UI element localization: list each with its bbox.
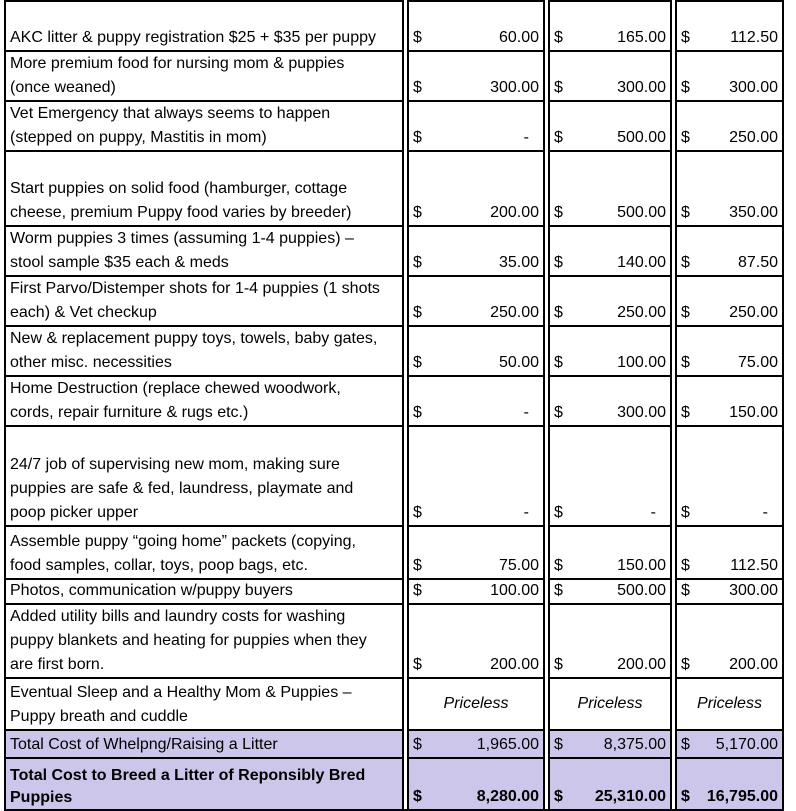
currency-symbol: $	[413, 304, 422, 321]
cost-table	[4, 0, 784, 811]
row-description	[4, 225, 404, 275]
description-line: (stepped on puppy, Mastitis in mom)	[10, 129, 267, 146]
amount-cell	[407, 425, 545, 525]
currency-symbol: $	[554, 504, 563, 521]
amount-cell	[548, 603, 672, 677]
table-row	[4, 325, 784, 375]
amount-value: 250.00	[729, 129, 778, 146]
amount-value: -	[762, 504, 768, 521]
amount-cell	[675, 603, 784, 677]
amount-value: 200.00	[490, 656, 539, 673]
amount-value: 5,170.00	[715, 736, 778, 753]
currency-symbol: $	[681, 254, 690, 271]
amount-value: 250.00	[729, 304, 778, 321]
currency-symbol: $	[554, 304, 563, 321]
row-description	[4, 325, 404, 375]
description-line: poop picker upper	[10, 504, 139, 521]
row-description	[4, 525, 404, 578]
amount-value: -	[650, 504, 656, 521]
priceless-label: Priceless	[577, 695, 643, 712]
amount-value: 200.00	[617, 656, 666, 673]
amount-value: 150.00	[617, 557, 666, 574]
amount-cell	[407, 603, 545, 677]
table-row	[4, 425, 784, 525]
amount-cell	[675, 525, 784, 578]
description-line: puppy blankets and heating for puppies when they	[10, 632, 367, 649]
amount-value: 50.00	[498, 354, 539, 371]
amount-value: 100.00	[490, 582, 539, 599]
description-line: Home Destruction (replace chewed woodwork,	[10, 380, 341, 397]
amount-value: 500.00	[617, 582, 666, 599]
currency-symbol: $	[554, 254, 563, 271]
amount-cell	[407, 729, 545, 757]
currency-symbol: $	[554, 788, 563, 805]
row-description	[4, 757, 404, 809]
description-line: Start puppies on solid food (hamburger, cottage	[10, 180, 348, 197]
amount-value: 112.50	[730, 557, 778, 574]
amount-cell	[548, 275, 672, 325]
amount-value: 100.00	[617, 354, 666, 371]
currency-symbol: $	[554, 582, 563, 599]
currency-symbol: $	[413, 736, 422, 753]
currency-symbol: $	[413, 656, 422, 673]
amount-cell	[548, 425, 672, 525]
description-line: food samples, collar, toys, poop bags, etc.	[10, 557, 308, 574]
currency-symbol: $	[681, 129, 690, 146]
currency-symbol: $	[681, 79, 690, 96]
amount-value: 200.00	[729, 656, 778, 673]
currency-symbol: $	[681, 354, 690, 371]
currency-symbol: $	[554, 557, 563, 574]
description-line: Photos, communication w/puppy buyers	[10, 582, 293, 599]
amount-cell	[675, 50, 784, 100]
amount-cell	[407, 525, 545, 578]
currency-symbol: $	[554, 656, 563, 673]
amount-value: -	[523, 129, 529, 146]
currency-symbol: $	[413, 204, 422, 221]
currency-symbol: $	[681, 656, 690, 673]
amount-value: 300.00	[617, 404, 666, 421]
description-line: New & replacement puppy toys, towels, baby gates,	[10, 330, 378, 347]
table-row	[4, 225, 784, 275]
currency-symbol: $	[681, 504, 690, 521]
amount-cell	[407, 50, 545, 100]
amount-value: 16,795.00	[706, 788, 778, 805]
description-line: Total Cost of Whelpng/Raising a Litter	[10, 736, 278, 753]
row-description	[4, 50, 404, 100]
amount-cell	[675, 375, 784, 425]
amount-cell	[407, 578, 545, 603]
table-row	[4, 150, 784, 225]
amount-cell	[675, 225, 784, 275]
currency-symbol: $	[413, 788, 422, 805]
amount-value: -	[523, 504, 529, 521]
amount-cell	[675, 757, 784, 809]
description-line: are first born.	[10, 656, 105, 673]
table-row	[4, 375, 784, 425]
amount-cell	[548, 757, 672, 809]
description-line: each) & Vet checkup	[10, 304, 157, 321]
amount-cell	[407, 677, 545, 729]
currency-symbol: $	[554, 404, 563, 421]
currency-symbol: $	[554, 354, 563, 371]
currency-symbol: $	[681, 557, 690, 574]
description-line: (once weaned)	[10, 79, 116, 96]
amount-value: 25,310.00	[594, 788, 666, 805]
amount-cell	[675, 425, 784, 525]
currency-symbol: $	[681, 29, 690, 46]
amount-value: 75.00	[737, 354, 778, 371]
amount-cell	[548, 677, 672, 729]
amount-value: 500.00	[617, 129, 666, 146]
amount-value: 140.00	[617, 254, 666, 271]
table-row	[4, 50, 784, 100]
currency-symbol: $	[413, 354, 422, 371]
description-line: Eventual Sleep and a Healthy Mom & Puppies –	[10, 684, 352, 701]
amount-value: 8,280.00	[476, 788, 539, 805]
description-line: 24/7 job of supervising new mom, making sure	[10, 456, 340, 473]
amount-value: -	[523, 404, 529, 421]
currency-symbol: $	[554, 79, 563, 96]
description-line: Puppies	[10, 789, 73, 806]
amount-value: 350.00	[729, 204, 778, 221]
table-row	[4, 0, 784, 50]
amount-cell	[407, 757, 545, 809]
currency-symbol: $	[681, 788, 690, 805]
amount-value: 8,375.00	[603, 736, 666, 753]
amount-value: 165.00	[617, 29, 666, 46]
row-description	[4, 729, 404, 757]
currency-symbol: $	[554, 29, 563, 46]
table-row	[4, 578, 784, 603]
amount-cell	[675, 729, 784, 757]
table-row	[4, 100, 784, 150]
amount-value: 35.00	[498, 254, 539, 271]
table-row	[4, 677, 784, 729]
amount-cell	[407, 225, 545, 275]
amount-cell	[675, 578, 784, 603]
currency-symbol: $	[681, 582, 690, 599]
amount-value: 60.00	[498, 29, 539, 46]
description-line: stool sample $35 each & meds	[10, 254, 229, 271]
amount-value: 300.00	[617, 79, 666, 96]
amount-value: 200.00	[490, 204, 539, 221]
amount-cell	[548, 150, 672, 225]
amount-cell	[675, 275, 784, 325]
currency-symbol: $	[413, 582, 422, 599]
currency-symbol: $	[413, 29, 422, 46]
amount-cell	[548, 325, 672, 375]
amount-value: 1,965.00	[476, 736, 539, 753]
row-description	[4, 677, 404, 729]
row-description	[4, 100, 404, 150]
description-line: Total Cost to Breed a Litter of Reponsibly Bred	[10, 767, 366, 784]
priceless-label: Priceless	[697, 695, 762, 712]
amount-value: 300.00	[729, 582, 778, 599]
currency-symbol: $	[413, 129, 422, 146]
amount-cell	[407, 375, 545, 425]
table-row	[4, 525, 784, 578]
description-line: other misc. necessities	[10, 354, 172, 371]
currency-symbol: $	[413, 504, 422, 521]
description-line: Vet Emergency that always seems to happen	[10, 105, 331, 122]
amount-cell	[407, 275, 545, 325]
amount-cell	[675, 150, 784, 225]
row-description	[4, 275, 404, 325]
description-line: Puppy breath and cuddle	[10, 708, 188, 725]
amount-value: 112.50	[730, 29, 778, 46]
description-line: First Parvo/Distemper shots for 1-4 puppies (1 shots	[10, 280, 380, 297]
row-description	[4, 0, 404, 50]
currency-symbol: $	[554, 204, 563, 221]
currency-symbol: $	[413, 79, 422, 96]
amount-value: 300.00	[729, 79, 778, 96]
row-description	[4, 603, 404, 677]
currency-symbol: $	[413, 557, 422, 574]
amount-cell	[548, 578, 672, 603]
amount-cell	[548, 729, 672, 757]
description-line: AKC litter & puppy registration $25 + $35 per puppy	[10, 29, 376, 46]
amount-value: 250.00	[617, 304, 666, 321]
amount-cell	[675, 0, 784, 50]
amount-cell	[675, 100, 784, 150]
currency-symbol: $	[681, 736, 690, 753]
amount-cell	[407, 325, 545, 375]
description-line: puppies are safe & fed, laundress, playmate and	[10, 480, 354, 497]
row-description	[4, 425, 404, 525]
table-row	[4, 275, 784, 325]
currency-symbol: $	[681, 204, 690, 221]
amount-cell	[407, 100, 545, 150]
amount-value: 75.00	[498, 557, 539, 574]
description-line: cheese, premium Puppy food varies by breeder)	[10, 204, 352, 221]
amount-cell	[548, 225, 672, 275]
currency-symbol: $	[413, 404, 422, 421]
amount-cell	[407, 150, 545, 225]
currency-symbol: $	[554, 129, 563, 146]
amount-cell	[548, 50, 672, 100]
row-description	[4, 375, 404, 425]
description-line: Assemble puppy “going home” packets (copying,	[10, 533, 356, 550]
amount-cell	[548, 525, 672, 578]
amount-value: 250.00	[490, 304, 539, 321]
description-line: Added utility bills and laundry costs for washing	[10, 608, 346, 625]
amount-value: 87.50	[737, 254, 778, 271]
amount-value: 300.00	[490, 79, 539, 96]
grand-total-row	[4, 757, 784, 809]
subtotal-row	[4, 729, 784, 757]
currency-symbol: $	[413, 254, 422, 271]
amount-value: 150.00	[729, 404, 778, 421]
table-row	[4, 603, 784, 677]
amount-cell	[548, 375, 672, 425]
amount-value: 500.00	[617, 204, 666, 221]
currency-symbol: $	[681, 304, 690, 321]
amount-cell	[675, 325, 784, 375]
row-description	[4, 150, 404, 225]
currency-symbol: $	[554, 736, 563, 753]
description-line: cords, repair furniture & rugs etc.)	[10, 404, 249, 421]
row-description	[4, 578, 404, 603]
description-line: Worm puppies 3 times (assuming 1-4 puppies) –	[10, 230, 354, 247]
amount-cell	[548, 0, 672, 50]
amount-cell	[407, 0, 545, 50]
amount-cell	[548, 100, 672, 150]
currency-symbol: $	[681, 404, 690, 421]
description-line: More premium food for nursing mom & puppies	[10, 55, 345, 72]
amount-cell	[675, 677, 784, 729]
priceless-label: Priceless	[443, 695, 509, 712]
